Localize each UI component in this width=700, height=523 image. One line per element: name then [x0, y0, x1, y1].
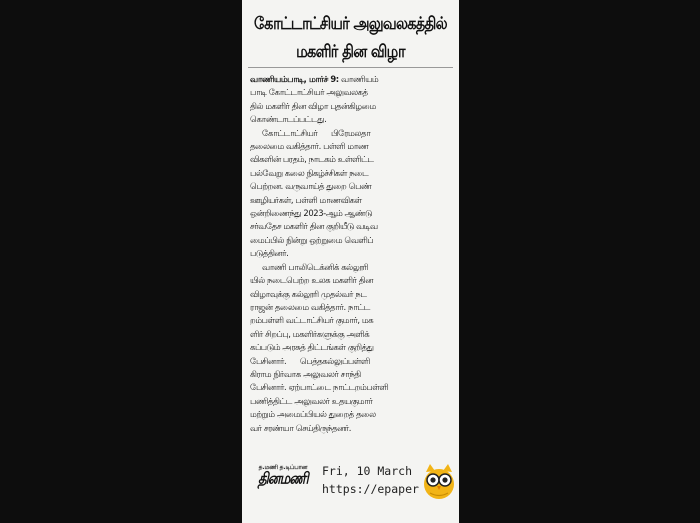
headline-line-2: மகளிர் தின விழா: [296, 43, 405, 62]
footer-text: [322, 462, 419, 498]
owl-mascot-icon: [420, 460, 458, 500]
article-line: பெற்றன. வருவாய்த் துறை பெண்: [250, 181, 372, 192]
article-line: சர்வதேச மகளிர் தின குறியீடு வடிவ: [250, 221, 378, 232]
headline: [248, 10, 453, 67]
headline-line-1: கோட்டாட்சியர் அலுவலகத்தில்: [254, 14, 447, 34]
article-line: மற்றும் அமைப்பியல் துறைத் தலை: [250, 409, 376, 420]
article-line: தலைமை வகித்தார். பள்ளி மாண: [250, 141, 369, 152]
footer-date: Fri, 10 March: [322, 464, 413, 478]
footer-url[interactable]: https://epaper: [322, 482, 419, 496]
article-line: ஒன்றிணைந்து 2023-ஆம் ஆண்டு: [250, 208, 373, 219]
headline-divider: [248, 67, 453, 68]
article-line: பல்வேறு கலை நிகழ்ச்சிகள் நடை: [250, 167, 369, 178]
article-line: வாணி பாலிடெக்னிக் கல்லூரி: [262, 261, 369, 272]
article-line: விழாவுக்கு கல்லூரி முதல்வர் நட: [250, 288, 367, 299]
paragraph-2: [250, 127, 452, 261]
article-line: பேசினார். ஏற்பாட்டை நாட்டறம்பள்ளி: [250, 382, 389, 393]
article-line: கோட்டாட்சியர் பிரேமலதா: [262, 127, 371, 138]
article-line: பணித்திட்ட அலுவலர் உதயகுமார்: [250, 395, 373, 406]
dateline: வாணியம்பாடி, மார்ச் 9:: [250, 74, 339, 84]
article-line: விகளின் பரதம், நாடகம் உள்ளிட்ட: [250, 154, 374, 165]
epaper-footer: [242, 458, 459, 523]
article-line: வாணியம்பாடி, மார்ச் 9: வாணியம்: [250, 74, 379, 84]
article-body: [250, 73, 452, 435]
logo-name: தினமணி: [258, 470, 308, 489]
article-line: ளிர் சிறப்பு, மகளிர்களுக்கு அளிக்: [250, 328, 370, 339]
paragraph-3: [250, 261, 452, 435]
article-line: தில் மகளிர் தின விழா புதன்கிழமை: [250, 100, 376, 111]
paragraph-1: [250, 73, 452, 127]
article-line: ராஜன் தலைமை வகித்தார். நாட்ட: [250, 301, 370, 312]
dinamani-logo: [249, 464, 317, 492]
article-line: வர் சரண்யா செய்திருந்தனர்.: [250, 422, 352, 433]
article-line: யில் நடைபெற்ற உலக மகளிர் தின: [250, 275, 373, 286]
article-line: மைப்பில் நின்று ஒற்றுமை வெளிப்: [250, 234, 374, 245]
article-line: றம்பள்ளி வட்டாட்சியர் குமார், மக: [250, 315, 374, 326]
article-line: படுத்தினர்.: [250, 248, 289, 259]
newspaper-clipping: [242, 0, 459, 523]
article-line: கிராம நிர்வாக அலுவலர் சாந்தி: [250, 368, 361, 379]
logo-tagline: த.மணி த.டிப்பான: [258, 464, 308, 471]
article-line: ஊழியர்கள், பள்ளி மாணவிகள்: [250, 194, 362, 205]
article-line: பாடி கோட்டாட்சியர் அலுவலகத்: [250, 87, 368, 98]
article-line: கொண்டாடப்பட்டது.: [250, 114, 327, 125]
article-line: கப்படும் அரசுத் திட்டங்கள் குறித்து: [250, 342, 374, 353]
article-line: பேசினார். பெத்தகல்லுப்பள்ளி: [250, 355, 370, 366]
